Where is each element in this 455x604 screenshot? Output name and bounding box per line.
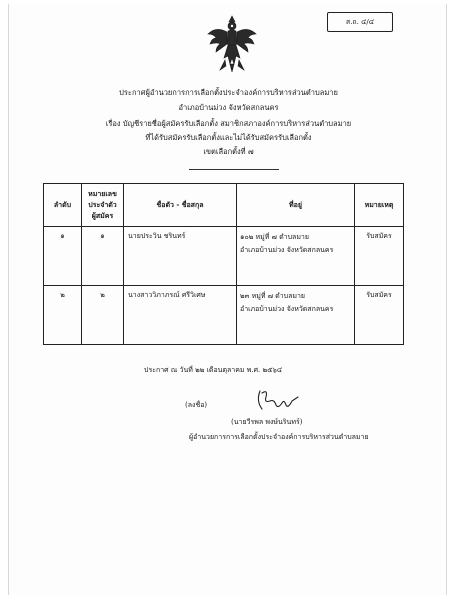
document-page (8, 4, 447, 595)
col-number-header-line-2: ประจำตัว (88, 200, 117, 209)
cell-number: ๑ (82, 227, 124, 286)
col-number-header-line-3: ผู้สมัคร (91, 211, 114, 220)
col-number-header-line-1: หมายเลข (88, 189, 117, 198)
signed-label: (ลงชื่อ) (185, 401, 208, 409)
announce-date: ประกาศ ณ วันที่ ๒๒ เดือนตุลาคม พ.ศ. ๒๕๖๔ (144, 366, 283, 374)
candidate-table (43, 183, 404, 345)
table-row (44, 227, 404, 286)
signer-name: (นายวีรพล พงษ์นรินทร์) (231, 418, 303, 426)
cell-address-line-2: อำเภอบ้านม่วง จังหวัดสกลนคร (240, 246, 334, 254)
header-line-5: เขตเลือกตั้งที่ ๗ (203, 147, 254, 156)
cell-name: นางสาววิภาภรณ์ ศรีวิเศษ (124, 286, 237, 345)
cell-address-line-1: ๒๓ หมู่ที่ ๗ ตำบลมาย (240, 292, 306, 300)
cell-address (237, 286, 355, 345)
cell-address-line-2: อำเภอบ้านม่วง จังหวัดสกลนคร (240, 305, 334, 313)
divider-line (189, 169, 279, 170)
col-note-header: หมายเหตุ (355, 184, 404, 227)
cell-address (237, 227, 355, 286)
handwritten-signature-icon (254, 387, 304, 413)
form-code-box: ส.ถ. ๔/๔ (327, 12, 393, 32)
cell-order: ๒ (44, 286, 82, 345)
header-line-4: ที่ได้รับสมัครรับเลือกตั้งและไม่ได้รับสมัครรับเลือกตั้ง (145, 133, 312, 142)
cell-address-line-1: ๑๐๒ หมู่ที่ ๗ ตำบลมาย (240, 233, 309, 241)
header-line-3: เรื่อง บัญชีรายชื่อผู้สมัครรับเลือกตั้ง สมาชิกสภาองค์การบริหารส่วนตำบลมาย (105, 119, 352, 128)
signer-title: ผู้อำนวยการการเลือกตั้งประจำองค์การบริหารส่วนตำบลมาย (189, 433, 369, 441)
cell-number: ๒ (82, 286, 124, 345)
table-header-row (44, 184, 404, 227)
header-line-1: ประกาศผู้อำนวยการการเลือกตั้งประจำองค์การบริหารส่วนตำบลมาย (119, 88, 338, 97)
garuda-emblem-icon (206, 14, 258, 74)
col-number-header (82, 184, 124, 227)
cell-note: รับสมัคร (355, 227, 404, 286)
cell-note: รับสมัคร (355, 286, 404, 345)
col-order-header: ลำดับ (44, 184, 82, 227)
col-name-header: ชื่อตัว - ชื่อสกุล (124, 184, 237, 227)
col-address-header: ที่อยู่ (237, 184, 355, 227)
cell-name: นายประวิน ชรินทร์ (124, 227, 237, 286)
header-line-2: อำเภอบ้านม่วง จังหวัดสกลนคร (178, 103, 279, 112)
cell-order: ๑ (44, 227, 82, 286)
table-row (44, 286, 404, 345)
